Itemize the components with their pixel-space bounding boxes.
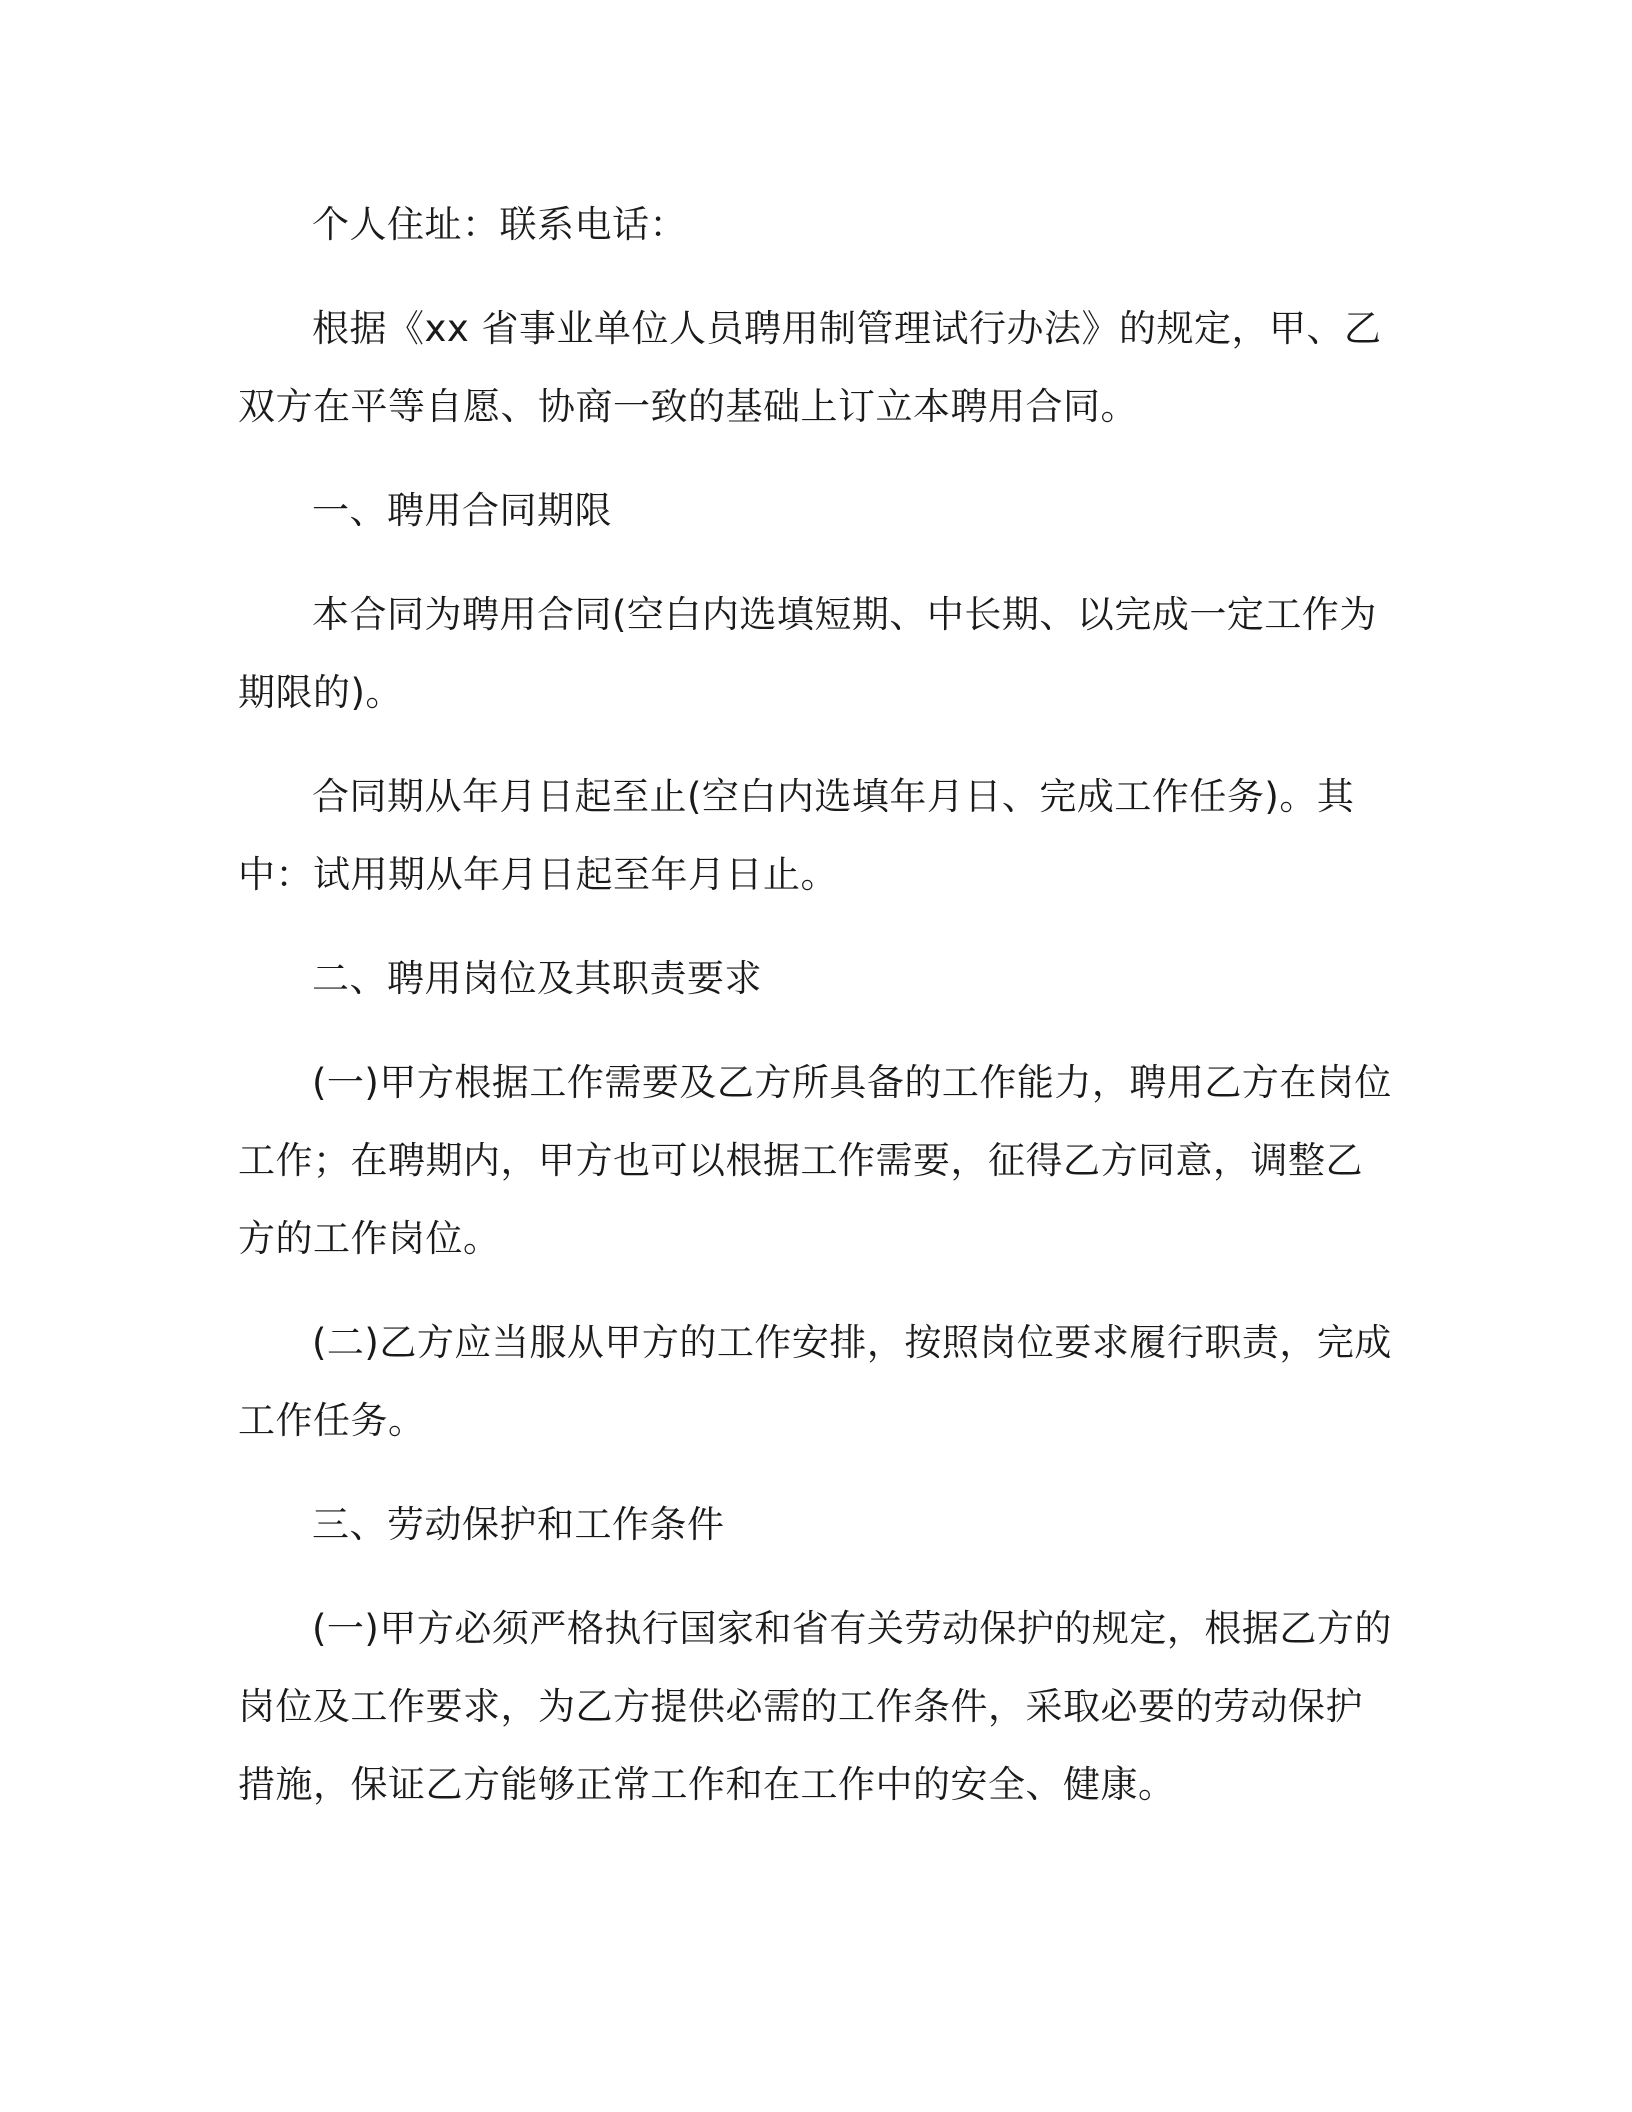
document-body	[238, 186, 1398, 1850]
protection-clause-1: (一)甲方必须严格执行国家和省有关劳动保护的规定，根据乙方的岗位及工作要求，为乙方提供必需的工作条件，采取必要的劳动保护措施，保证乙方能够正常工作和在工作中的安全、健康。	[238, 1607, 1392, 1806]
contract-type-paragraph: 本合同为聘用合同(空白内选填短期、中长期、以完成一定工作为期限的)。	[238, 593, 1377, 714]
contract-period-paragraph: 合同期从年月日起至止(空白内选填年月日、完成工作任务)。其中：试用期从年月日起至年月日止。	[238, 775, 1355, 896]
position-clause-1: (一)甲方根据工作需要及乙方所具备的工作能力，聘用乙方在岗位工作；在聘期内，甲方也可以根据工作需要，征得乙方同意，调整乙方的工作岗位。	[238, 1061, 1392, 1260]
section-heading-term: 一、聘用合同期限	[312, 489, 612, 532]
preamble-paragraph: 根据《xx 省事业单位人员聘用制管理试行办法》的规定，甲、乙双方在平等自愿、协商一致的基础上订立本聘用合同。	[238, 307, 1382, 428]
section-heading-position: 二、聘用岗位及其职责要求	[312, 957, 762, 1000]
position-clause-2: (二)乙方应当服从甲方的工作安排，按照岗位要求履行职责，完成工作任务。	[238, 1321, 1392, 1442]
section-heading-protection: 三、劳动保护和工作条件	[312, 1503, 725, 1546]
contact-info-line: 个人住址：联系电话：	[312, 203, 687, 246]
